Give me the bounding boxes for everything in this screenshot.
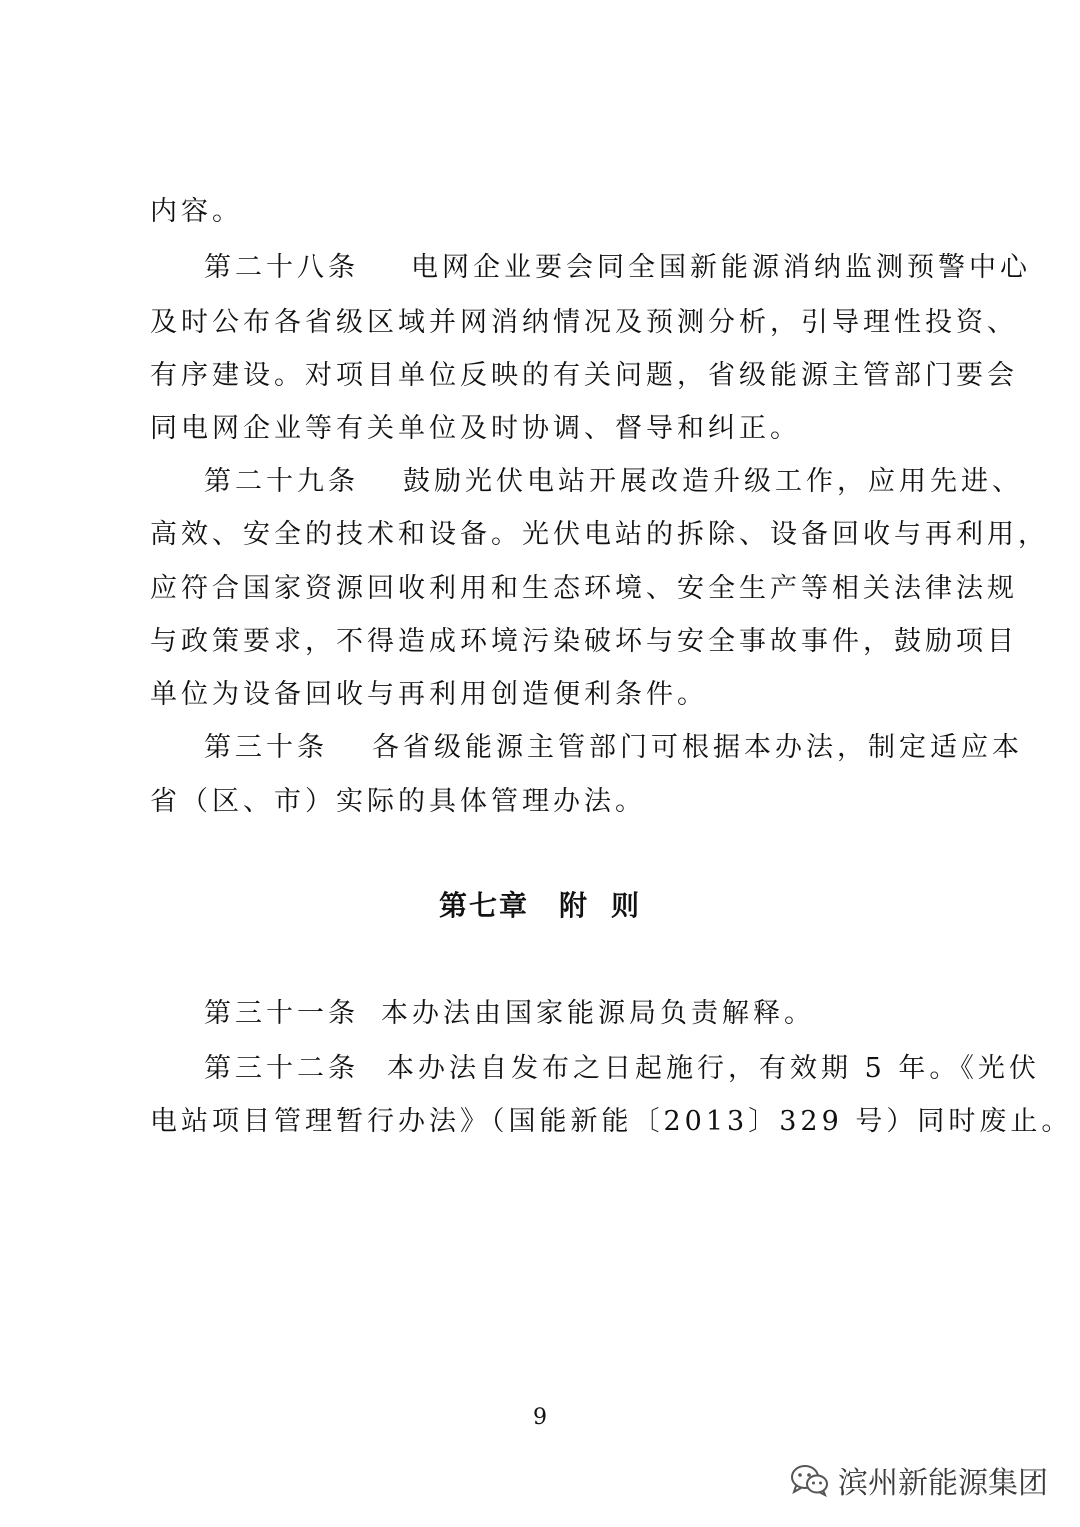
article-31-label: 第三十一条 [204, 998, 359, 1029]
watermark [790, 1458, 1048, 1502]
wechat-icon [790, 1463, 830, 1497]
chapter-heading: 第七章 附 则 [438, 889, 642, 922]
article-29-label: 第二十九条 [204, 466, 359, 497]
paragraph-line: 电站项目管理暂行办法》（国能新能〔2013〕329 号）同时废止。 [150, 1106, 1073, 1137]
watermark-text: 滨州新能源集团 [838, 1466, 1048, 1501]
article-30-label: 第三十条 [204, 732, 328, 763]
article-28-line-1: 第二十八条 电网企业要会同全国新能源消纳监测预警中心 [204, 252, 1031, 283]
paragraph-line: 省（区、市）实际的具体管理办法。 [150, 786, 646, 817]
article-28-label: 第二十八条 [204, 252, 359, 283]
article-30-line-1: 第三十条 各省级能源主管部门可根据本办法，制定适应本 [204, 732, 1023, 763]
article-31-line-1: 第三十一条 本办法由国家能源局负责解释。 [204, 998, 815, 1029]
paragraph-line: 与政策要求，不得造成环境污染破坏与安全事故事件，鼓励项目 [150, 626, 1018, 657]
paragraph-line: 内容。 [150, 196, 243, 227]
paragraph-line: 单位为设备回收与再利用创造便利条件。 [150, 679, 708, 710]
paragraph-line: 有序建设。对项目单位反映的有关问题，省级能源主管部门要会 [150, 360, 1018, 391]
paragraph-line: 同电网企业等有关单位及时协调、督导和纠正。 [150, 413, 801, 444]
paragraph-line: 高效、安全的技术和设备。光伏电站的拆除、设备回收与再利用， [150, 519, 1049, 550]
article-32-line-1: 第三十二条 本办法自发布之日起施行，有效期 5 年。《光伏 [204, 1053, 1040, 1084]
article-32-label: 第三十二条 [204, 1053, 359, 1084]
paragraph-line: 及时公布各省级区域并网消纳情况及预测分析，引导理性投资、 [150, 307, 1018, 338]
paragraph-line: 应符合国家资源回收利用和生态环境、安全生产等相关法律法规 [150, 573, 1018, 604]
page-number: 9 [533, 1405, 547, 1430]
article-29-line-1: 第二十九条 鼓励光伏电站开展改造升级工作，应用先进、 [204, 466, 1023, 497]
